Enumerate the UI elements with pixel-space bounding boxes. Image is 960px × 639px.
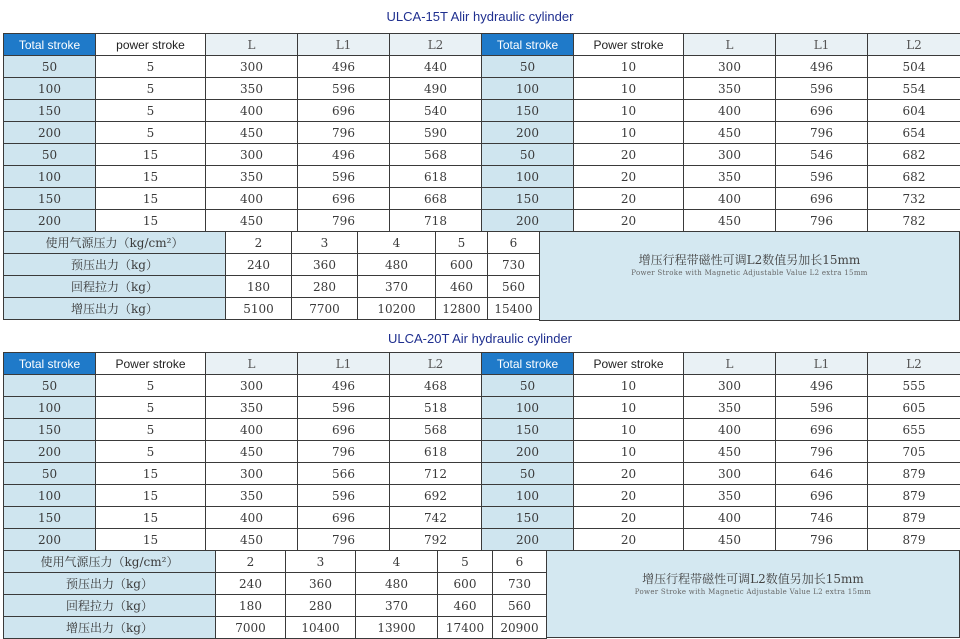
- table-cell: 682: [868, 166, 960, 188]
- table-cell: 400: [684, 188, 776, 210]
- table-cell: 568: [390, 419, 482, 441]
- table-cell: 50: [482, 375, 574, 397]
- table-cell: 350: [206, 397, 298, 419]
- table-cell: 718: [390, 210, 482, 232]
- force-value: 480: [358, 254, 436, 276]
- table-cell: 400: [684, 507, 776, 529]
- table-row: [4, 419, 960, 441]
- table-cell: 200: [482, 210, 574, 232]
- table-cell: 692: [390, 485, 482, 507]
- table-cell: 10: [574, 122, 684, 144]
- table-cell: 655: [868, 419, 960, 441]
- table-cell: 100: [482, 485, 574, 507]
- pressure-value: 6: [488, 232, 540, 254]
- table-cell: 50: [4, 463, 96, 485]
- table-cell: 596: [776, 166, 868, 188]
- force-value: 12800: [436, 298, 488, 320]
- force-row: [4, 298, 540, 320]
- column-header: L: [684, 353, 776, 375]
- table-cell: 15: [96, 166, 206, 188]
- table-cell: 450: [684, 122, 776, 144]
- section-2-force-table: [3, 550, 547, 639]
- section-2-title: ULCA-20T Air hydraulic cylinder: [0, 331, 960, 346]
- column-header: L1: [776, 34, 868, 56]
- table-cell: 554: [868, 78, 960, 100]
- force-value: 370: [356, 595, 438, 617]
- table-cell: 200: [482, 441, 574, 463]
- table-cell: 10: [574, 78, 684, 100]
- pressure-row: [4, 551, 547, 573]
- table-cell: 300: [684, 375, 776, 397]
- table-cell: 450: [206, 441, 298, 463]
- header-row: [4, 353, 960, 375]
- force-value: 560: [488, 276, 540, 298]
- table-cell: 400: [684, 100, 776, 122]
- table-cell: 450: [206, 122, 298, 144]
- table-cell: 50: [4, 375, 96, 397]
- table-cell: 400: [684, 419, 776, 441]
- force-value: 280: [286, 595, 356, 617]
- table-cell: 792: [390, 529, 482, 551]
- table-cell: 20: [574, 507, 684, 529]
- force-value: 480: [356, 573, 438, 595]
- table-row: [4, 441, 960, 463]
- pressure-row: [4, 232, 540, 254]
- table-cell: 20: [574, 529, 684, 551]
- force-value: 10400: [286, 617, 356, 639]
- table-cell: 450: [206, 210, 298, 232]
- table-cell: 879: [868, 463, 960, 485]
- table-cell: 5: [96, 122, 206, 144]
- table-cell: 10: [574, 375, 684, 397]
- force-value: 180: [216, 595, 286, 617]
- table-cell: 618: [390, 441, 482, 463]
- force-value: 600: [438, 573, 493, 595]
- column-header: L2: [868, 353, 960, 375]
- table-cell: 705: [868, 441, 960, 463]
- table-cell: 879: [868, 485, 960, 507]
- force-row: [4, 617, 547, 639]
- force-value: 7700: [292, 298, 358, 320]
- table-cell: 15: [96, 529, 206, 551]
- pressure-value: 3: [292, 232, 358, 254]
- force-label: 回程拉力（kg）: [4, 276, 226, 298]
- force-value: 730: [488, 254, 540, 276]
- table-cell: 5: [96, 78, 206, 100]
- section-1-note: [539, 231, 960, 321]
- table-cell: 596: [298, 397, 390, 419]
- section-2-stroke-table: [3, 352, 960, 551]
- table-cell: 682: [868, 144, 960, 166]
- table-cell: 50: [482, 144, 574, 166]
- column-header: Power stroke: [574, 353, 684, 375]
- table-cell: 596: [298, 166, 390, 188]
- force-row: [4, 276, 540, 298]
- table-cell: 518: [390, 397, 482, 419]
- table-cell: 20: [574, 188, 684, 210]
- force-value: 560: [493, 595, 547, 617]
- table-cell: 5: [96, 100, 206, 122]
- table-cell: 20: [574, 166, 684, 188]
- table-cell: 350: [684, 397, 776, 419]
- column-header: L: [206, 34, 298, 56]
- table-cell: 20: [574, 144, 684, 166]
- force-value: 7000: [216, 617, 286, 639]
- table-cell: 450: [206, 529, 298, 551]
- force-value: 280: [292, 276, 358, 298]
- pressure-value: 5: [438, 551, 493, 573]
- table-cell: 696: [776, 419, 868, 441]
- table-cell: 20: [574, 210, 684, 232]
- column-header: Total stroke: [482, 34, 574, 56]
- section-1-stroke-table: [3, 33, 960, 232]
- pressure-value: 3: [286, 551, 356, 573]
- force-value: 460: [438, 595, 493, 617]
- table-row: [4, 529, 960, 551]
- table-cell: 150: [482, 419, 574, 441]
- table-cell: 300: [684, 463, 776, 485]
- column-header: L1: [298, 34, 390, 56]
- header-row: [4, 34, 960, 56]
- table-row: [4, 485, 960, 507]
- column-header: L1: [298, 353, 390, 375]
- table-row: [4, 166, 960, 188]
- table-cell: 100: [4, 166, 96, 188]
- table-cell: 712: [390, 463, 482, 485]
- table-cell: 100: [482, 78, 574, 100]
- table-cell: 504: [868, 56, 960, 78]
- table-cell: 450: [684, 210, 776, 232]
- table-cell: 50: [4, 56, 96, 78]
- table-row: [4, 78, 960, 100]
- table-cell: 540: [390, 100, 482, 122]
- table-cell: 742: [390, 507, 482, 529]
- table-cell: 5: [96, 56, 206, 78]
- force-row: [4, 254, 540, 276]
- table-cell: 100: [4, 397, 96, 419]
- table-cell: 879: [868, 529, 960, 551]
- table-cell: 568: [390, 144, 482, 166]
- table-cell: 300: [684, 144, 776, 166]
- section-2-note: [546, 550, 960, 638]
- force-label: 回程拉力（kg）: [4, 595, 216, 617]
- force-label: 增压出力（kg）: [4, 617, 216, 639]
- force-value: 5100: [226, 298, 292, 320]
- table-cell: 300: [684, 56, 776, 78]
- column-header: L: [206, 353, 298, 375]
- table-cell: 696: [298, 419, 390, 441]
- table-row: [4, 122, 960, 144]
- table-cell: 5: [96, 397, 206, 419]
- table-cell: 10: [574, 419, 684, 441]
- table-cell: 696: [298, 100, 390, 122]
- table-cell: 596: [298, 485, 390, 507]
- table-cell: 15: [96, 507, 206, 529]
- table-cell: 300: [206, 375, 298, 397]
- table-cell: 596: [776, 78, 868, 100]
- table-row: [4, 463, 960, 485]
- table-cell: 15: [96, 188, 206, 210]
- force-value: 460: [436, 276, 488, 298]
- table-cell: 546: [776, 144, 868, 166]
- table-cell: 796: [298, 210, 390, 232]
- force-value: 240: [216, 573, 286, 595]
- note-chinese: 增压行程带磁性可调L2数值另加长15mm: [540, 251, 959, 268]
- section-1-force-table: [3, 231, 540, 320]
- table-cell: 468: [390, 375, 482, 397]
- table-cell: 50: [4, 144, 96, 166]
- column-header: Total stroke: [482, 353, 574, 375]
- table-cell: 5: [96, 375, 206, 397]
- table-cell: 10: [574, 56, 684, 78]
- table-cell: 596: [776, 397, 868, 419]
- table-row: [4, 375, 960, 397]
- table-cell: 796: [298, 529, 390, 551]
- column-header: L2: [390, 34, 482, 56]
- table-cell: 400: [206, 419, 298, 441]
- force-value: 370: [358, 276, 436, 298]
- table-cell: 200: [482, 529, 574, 551]
- table-cell: 200: [4, 210, 96, 232]
- table-cell: 796: [298, 122, 390, 144]
- table-cell: 496: [298, 56, 390, 78]
- column-header: Power stroke: [574, 34, 684, 56]
- force-value: 20900: [493, 617, 547, 639]
- table-cell: 150: [482, 100, 574, 122]
- table-cell: 879: [868, 507, 960, 529]
- table-cell: 350: [206, 78, 298, 100]
- table-row: [4, 507, 960, 529]
- table-cell: 100: [482, 166, 574, 188]
- table-cell: 496: [298, 375, 390, 397]
- pressure-value: 5: [436, 232, 488, 254]
- note-english: Power Stroke with Magnetic Adjustable Value L2 extra 15mm: [547, 588, 959, 596]
- table-cell: 150: [482, 188, 574, 210]
- table-cell: 490: [390, 78, 482, 100]
- table-cell: 646: [776, 463, 868, 485]
- table-cell: 400: [206, 507, 298, 529]
- force-value: 730: [493, 573, 547, 595]
- table-cell: 590: [390, 122, 482, 144]
- force-label: 增压出力（kg）: [4, 298, 226, 320]
- table-cell: 20: [574, 485, 684, 507]
- force-value: 360: [292, 254, 358, 276]
- table-cell: 350: [684, 78, 776, 100]
- table-cell: 200: [4, 529, 96, 551]
- table-cell: 696: [776, 100, 868, 122]
- table-cell: 150: [4, 419, 96, 441]
- column-header: Power stroke: [96, 353, 206, 375]
- table-cell: 300: [206, 463, 298, 485]
- table-cell: 15: [96, 210, 206, 232]
- pressure-value: 4: [358, 232, 436, 254]
- table-row: [4, 397, 960, 419]
- pressure-value: 6: [493, 551, 547, 573]
- table-cell: 668: [390, 188, 482, 210]
- table-cell: 496: [776, 375, 868, 397]
- table-cell: 796: [776, 210, 868, 232]
- table-cell: 100: [4, 78, 96, 100]
- table-cell: 150: [4, 100, 96, 122]
- column-header: L2: [868, 34, 960, 56]
- column-header: power stroke: [96, 34, 206, 56]
- table-cell: 696: [776, 485, 868, 507]
- table-cell: 555: [868, 375, 960, 397]
- column-header: L1: [776, 353, 868, 375]
- table-cell: 654: [868, 122, 960, 144]
- pressure-value: 2: [216, 551, 286, 573]
- table-cell: 200: [4, 441, 96, 463]
- table-cell: 300: [206, 56, 298, 78]
- table-cell: 350: [684, 485, 776, 507]
- pressure-label: 使用气源压力（kg/cm²）: [4, 232, 226, 254]
- force-value: 13900: [356, 617, 438, 639]
- force-row: [4, 573, 547, 595]
- table-cell: 796: [776, 122, 868, 144]
- table-row: [4, 188, 960, 210]
- table-cell: 496: [776, 56, 868, 78]
- force-value: 17400: [438, 617, 493, 639]
- note-english: Power Stroke with Magnetic Adjustable Value L2 extra 15mm: [540, 269, 959, 277]
- table-cell: 200: [4, 122, 96, 144]
- force-value: 10200: [358, 298, 436, 320]
- table-row: [4, 210, 960, 232]
- table-cell: 350: [206, 485, 298, 507]
- force-value: 15400: [488, 298, 540, 320]
- table-cell: 618: [390, 166, 482, 188]
- table-cell: 10: [574, 441, 684, 463]
- table-cell: 732: [868, 188, 960, 210]
- table-cell: 604: [868, 100, 960, 122]
- table-row: [4, 144, 960, 166]
- table-cell: 150: [482, 507, 574, 529]
- table-cell: 15: [96, 463, 206, 485]
- force-value: 360: [286, 573, 356, 595]
- section-1-title: ULCA-15T Alir hydraulic cylinder: [0, 9, 960, 24]
- table-row: [4, 56, 960, 78]
- table-cell: 450: [684, 441, 776, 463]
- table-cell: 5: [96, 419, 206, 441]
- table-cell: 100: [4, 485, 96, 507]
- table-cell: 200: [482, 122, 574, 144]
- table-cell: 350: [684, 166, 776, 188]
- column-header: Total stroke: [4, 34, 96, 56]
- table-cell: 10: [574, 397, 684, 419]
- table-cell: 696: [776, 188, 868, 210]
- table-cell: 15: [96, 144, 206, 166]
- column-header: Total stroke: [4, 353, 96, 375]
- table-cell: 15: [96, 485, 206, 507]
- table-cell: 440: [390, 56, 482, 78]
- force-label: 预压出力（kg）: [4, 254, 226, 276]
- table-cell: 596: [298, 78, 390, 100]
- table-cell: 50: [482, 463, 574, 485]
- table-cell: 796: [298, 441, 390, 463]
- table-cell: 496: [298, 144, 390, 166]
- table-cell: 350: [206, 166, 298, 188]
- table-cell: 50: [482, 56, 574, 78]
- table-cell: 696: [298, 507, 390, 529]
- table-cell: 746: [776, 507, 868, 529]
- table-cell: 300: [206, 144, 298, 166]
- table-cell: 566: [298, 463, 390, 485]
- table-cell: 5: [96, 441, 206, 463]
- force-value: 240: [226, 254, 292, 276]
- force-value: 180: [226, 276, 292, 298]
- table-row: [4, 100, 960, 122]
- table-cell: 20: [574, 463, 684, 485]
- force-value: 600: [436, 254, 488, 276]
- table-cell: 400: [206, 100, 298, 122]
- table-cell: 782: [868, 210, 960, 232]
- force-label: 预压出力（kg）: [4, 573, 216, 595]
- table-cell: 150: [4, 188, 96, 210]
- table-cell: 605: [868, 397, 960, 419]
- note-chinese: 增压行程带磁性可调L2数值另加长15mm: [547, 570, 959, 587]
- column-header: L: [684, 34, 776, 56]
- table-cell: 400: [206, 188, 298, 210]
- pressure-value: 4: [356, 551, 438, 573]
- force-row: [4, 595, 547, 617]
- table-cell: 796: [776, 441, 868, 463]
- pressure-label: 使用气源压力（kg/cm²）: [4, 551, 216, 573]
- column-header: L2: [390, 353, 482, 375]
- table-cell: 450: [684, 529, 776, 551]
- pressure-value: 2: [226, 232, 292, 254]
- table-cell: 150: [4, 507, 96, 529]
- table-cell: 796: [776, 529, 868, 551]
- table-cell: 100: [482, 397, 574, 419]
- table-cell: 10: [574, 100, 684, 122]
- table-cell: 696: [298, 188, 390, 210]
